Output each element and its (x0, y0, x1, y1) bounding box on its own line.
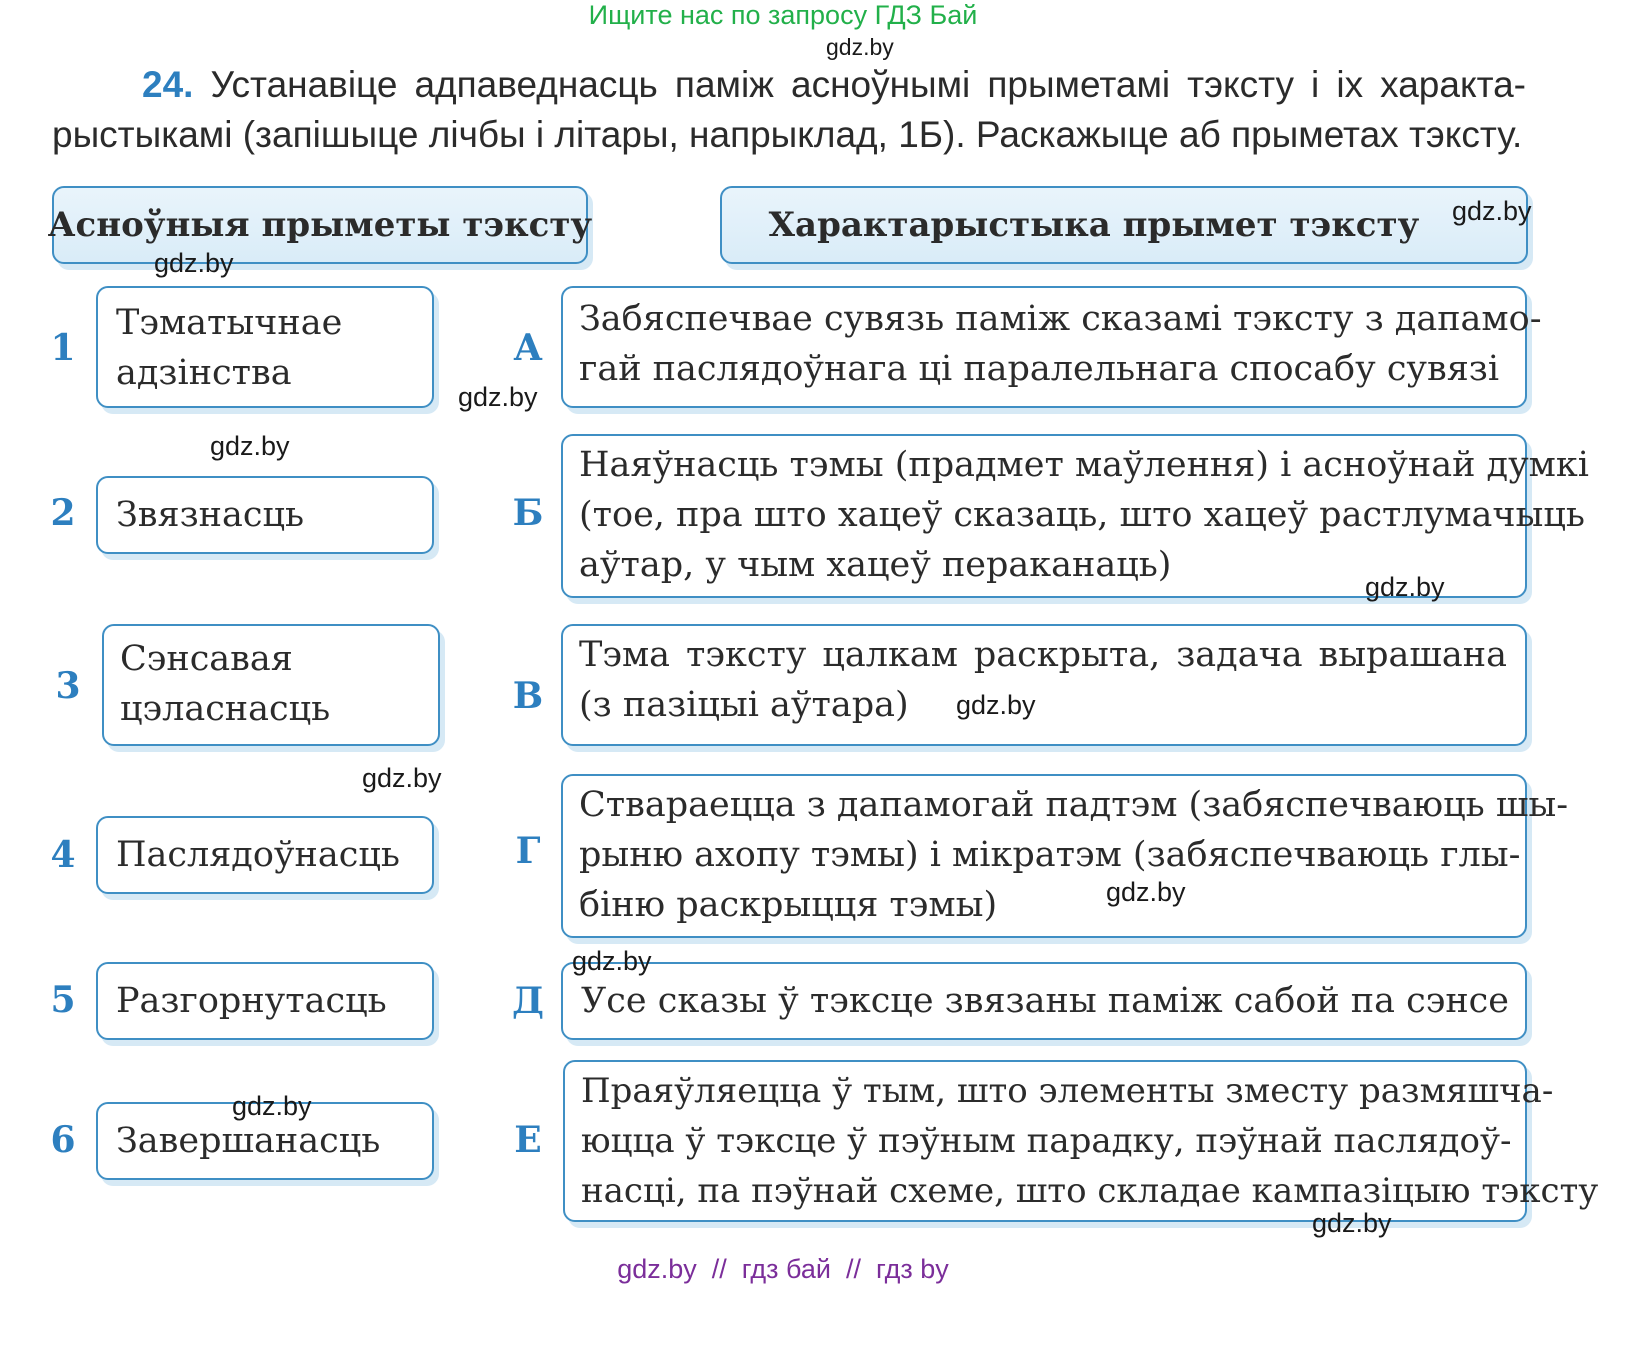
right-item-g-line-2: рыню ахопу тэмы) і мікратэм (забяспечваюць глы- (579, 835, 1521, 875)
right-item-g-line-1: Ствараецца з дапамогай падтэм (забяспечваюць шы- (579, 785, 1569, 825)
right-item-e-line-2: юцца ў тэксце ў пэўным парадку, пэўнай паслядоў- (581, 1121, 1512, 1161)
right-item-v[interactable] (561, 624, 1527, 746)
right-item-e-line-3: насці, па пэўнай схеме, што складае кампазіцыю тэксту (581, 1171, 1599, 1211)
task-number: 24. (142, 64, 194, 105)
watermark: gdz.by (1365, 572, 1445, 602)
right-item-g[interactable] (561, 774, 1569, 938)
left-item-5-line-1: Разгорнутасць (116, 981, 387, 1021)
item-number-6: 6 (50, 1119, 76, 1161)
left-item-1-line-1: Тэматычнае (116, 303, 343, 343)
watermark: gdz.by (1312, 1208, 1392, 1238)
watermark: gdz.by (458, 382, 538, 412)
footer-links[interactable]: gdz.by // гдз бай // гдз by (617, 1254, 949, 1284)
watermark: gdz.by (1106, 877, 1186, 907)
right-item-v-line-2: (з пазіцыі аўтара) (579, 685, 909, 725)
left-item-2-line-1: Звязнасць (116, 495, 305, 535)
right-item-e-line-1: Праяўляецца ў тым, што элементы зместу размяшча- (581, 1071, 1554, 1111)
task-line-2: рыстыкамі (запішыце лічбы і літары, напрыклад, 1Б). Раскажыце аб прыметах тэксту. (52, 114, 1523, 155)
left-item-1[interactable] (96, 286, 434, 408)
item-letter-g: Г (515, 830, 541, 872)
task-text-1: Устанавіце адпаведнасць паміж асноўнымі прыметамі тэксту і іх характа- (210, 64, 1526, 105)
right-item-a[interactable] (561, 286, 1542, 408)
watermark: gdz.by (232, 1091, 312, 1121)
item-number-2: 2 (50, 492, 76, 534)
right-item-d[interactable] (561, 962, 1527, 1040)
watermark: gdz.by (1452, 196, 1532, 226)
task-line-1 (142, 64, 1526, 106)
left-item-1-line-2: адзінства (116, 353, 292, 393)
promo-text[interactable]: Ищите нас по запросу ГДЗ Бай (588, 0, 978, 30)
item-letter-a: А (513, 327, 543, 369)
right-item-a-line-2: гай паслядоўнага ці паралельнага спосабу сувязі (579, 349, 1500, 389)
left-item-3[interactable] (102, 624, 440, 746)
item-number-3: 3 (55, 665, 81, 707)
right-item-e[interactable] (563, 1060, 1599, 1222)
item-number-4: 4 (50, 834, 76, 876)
left-item-3-line-1: Сэнсавая (120, 639, 293, 679)
right-item-v-line-1: Тэма тэксту цалкам раскрыта, задача вырашана (579, 635, 1507, 675)
watermark: gdz.by (572, 946, 652, 976)
left-item-6-line-1: Завершанасць (116, 1121, 381, 1161)
right-item-a-line-1: Забяспечвае сувязь паміж сказамі тэксту з дапамо- (579, 299, 1542, 339)
watermark: gdz.by (362, 763, 442, 793)
right-item-b-line-3: аўтар, у чым хацеў пераканаць) (579, 545, 1172, 585)
right-item-d-line-1: Усе сказы ў тэксце звязаны паміж сабой па сэнсе (581, 981, 1509, 1021)
watermark: gdz.by (154, 248, 234, 278)
right-item-g-line-3: біню раскрыцця тэмы) (579, 885, 998, 925)
item-letter-e: Е (514, 1119, 542, 1161)
item-number-5: 5 (50, 979, 76, 1021)
watermark: gdz.by (826, 34, 894, 60)
left-column-header: Асноўныя прыметы тэксту (52, 186, 588, 264)
right-item-b-line-2: (тое, пра што хацеў сказаць, што хацеў растлумачыць (579, 495, 1585, 535)
item-letter-v: В (512, 675, 544, 717)
watermark: gdz.by (956, 690, 1036, 720)
right-item-b-line-1: Наяўнасць тэмы (прадмет маўлення) і асноўнай думкі (579, 445, 1589, 485)
item-letter-b: Б (512, 492, 544, 534)
right-column-header: Характарыстыка прымет тэксту (720, 186, 1528, 264)
left-item-3-line-2: цэласнасць (120, 689, 331, 729)
watermark: gdz.by (210, 431, 290, 461)
left-item-4-line-1: Паслядоўнасць (116, 835, 400, 875)
left-item-2[interactable] (96, 476, 434, 554)
item-number-1: 1 (50, 327, 76, 369)
item-letter-d: Д (511, 980, 544, 1022)
left-item-5[interactable] (96, 962, 434, 1040)
left-item-4[interactable] (96, 816, 434, 894)
